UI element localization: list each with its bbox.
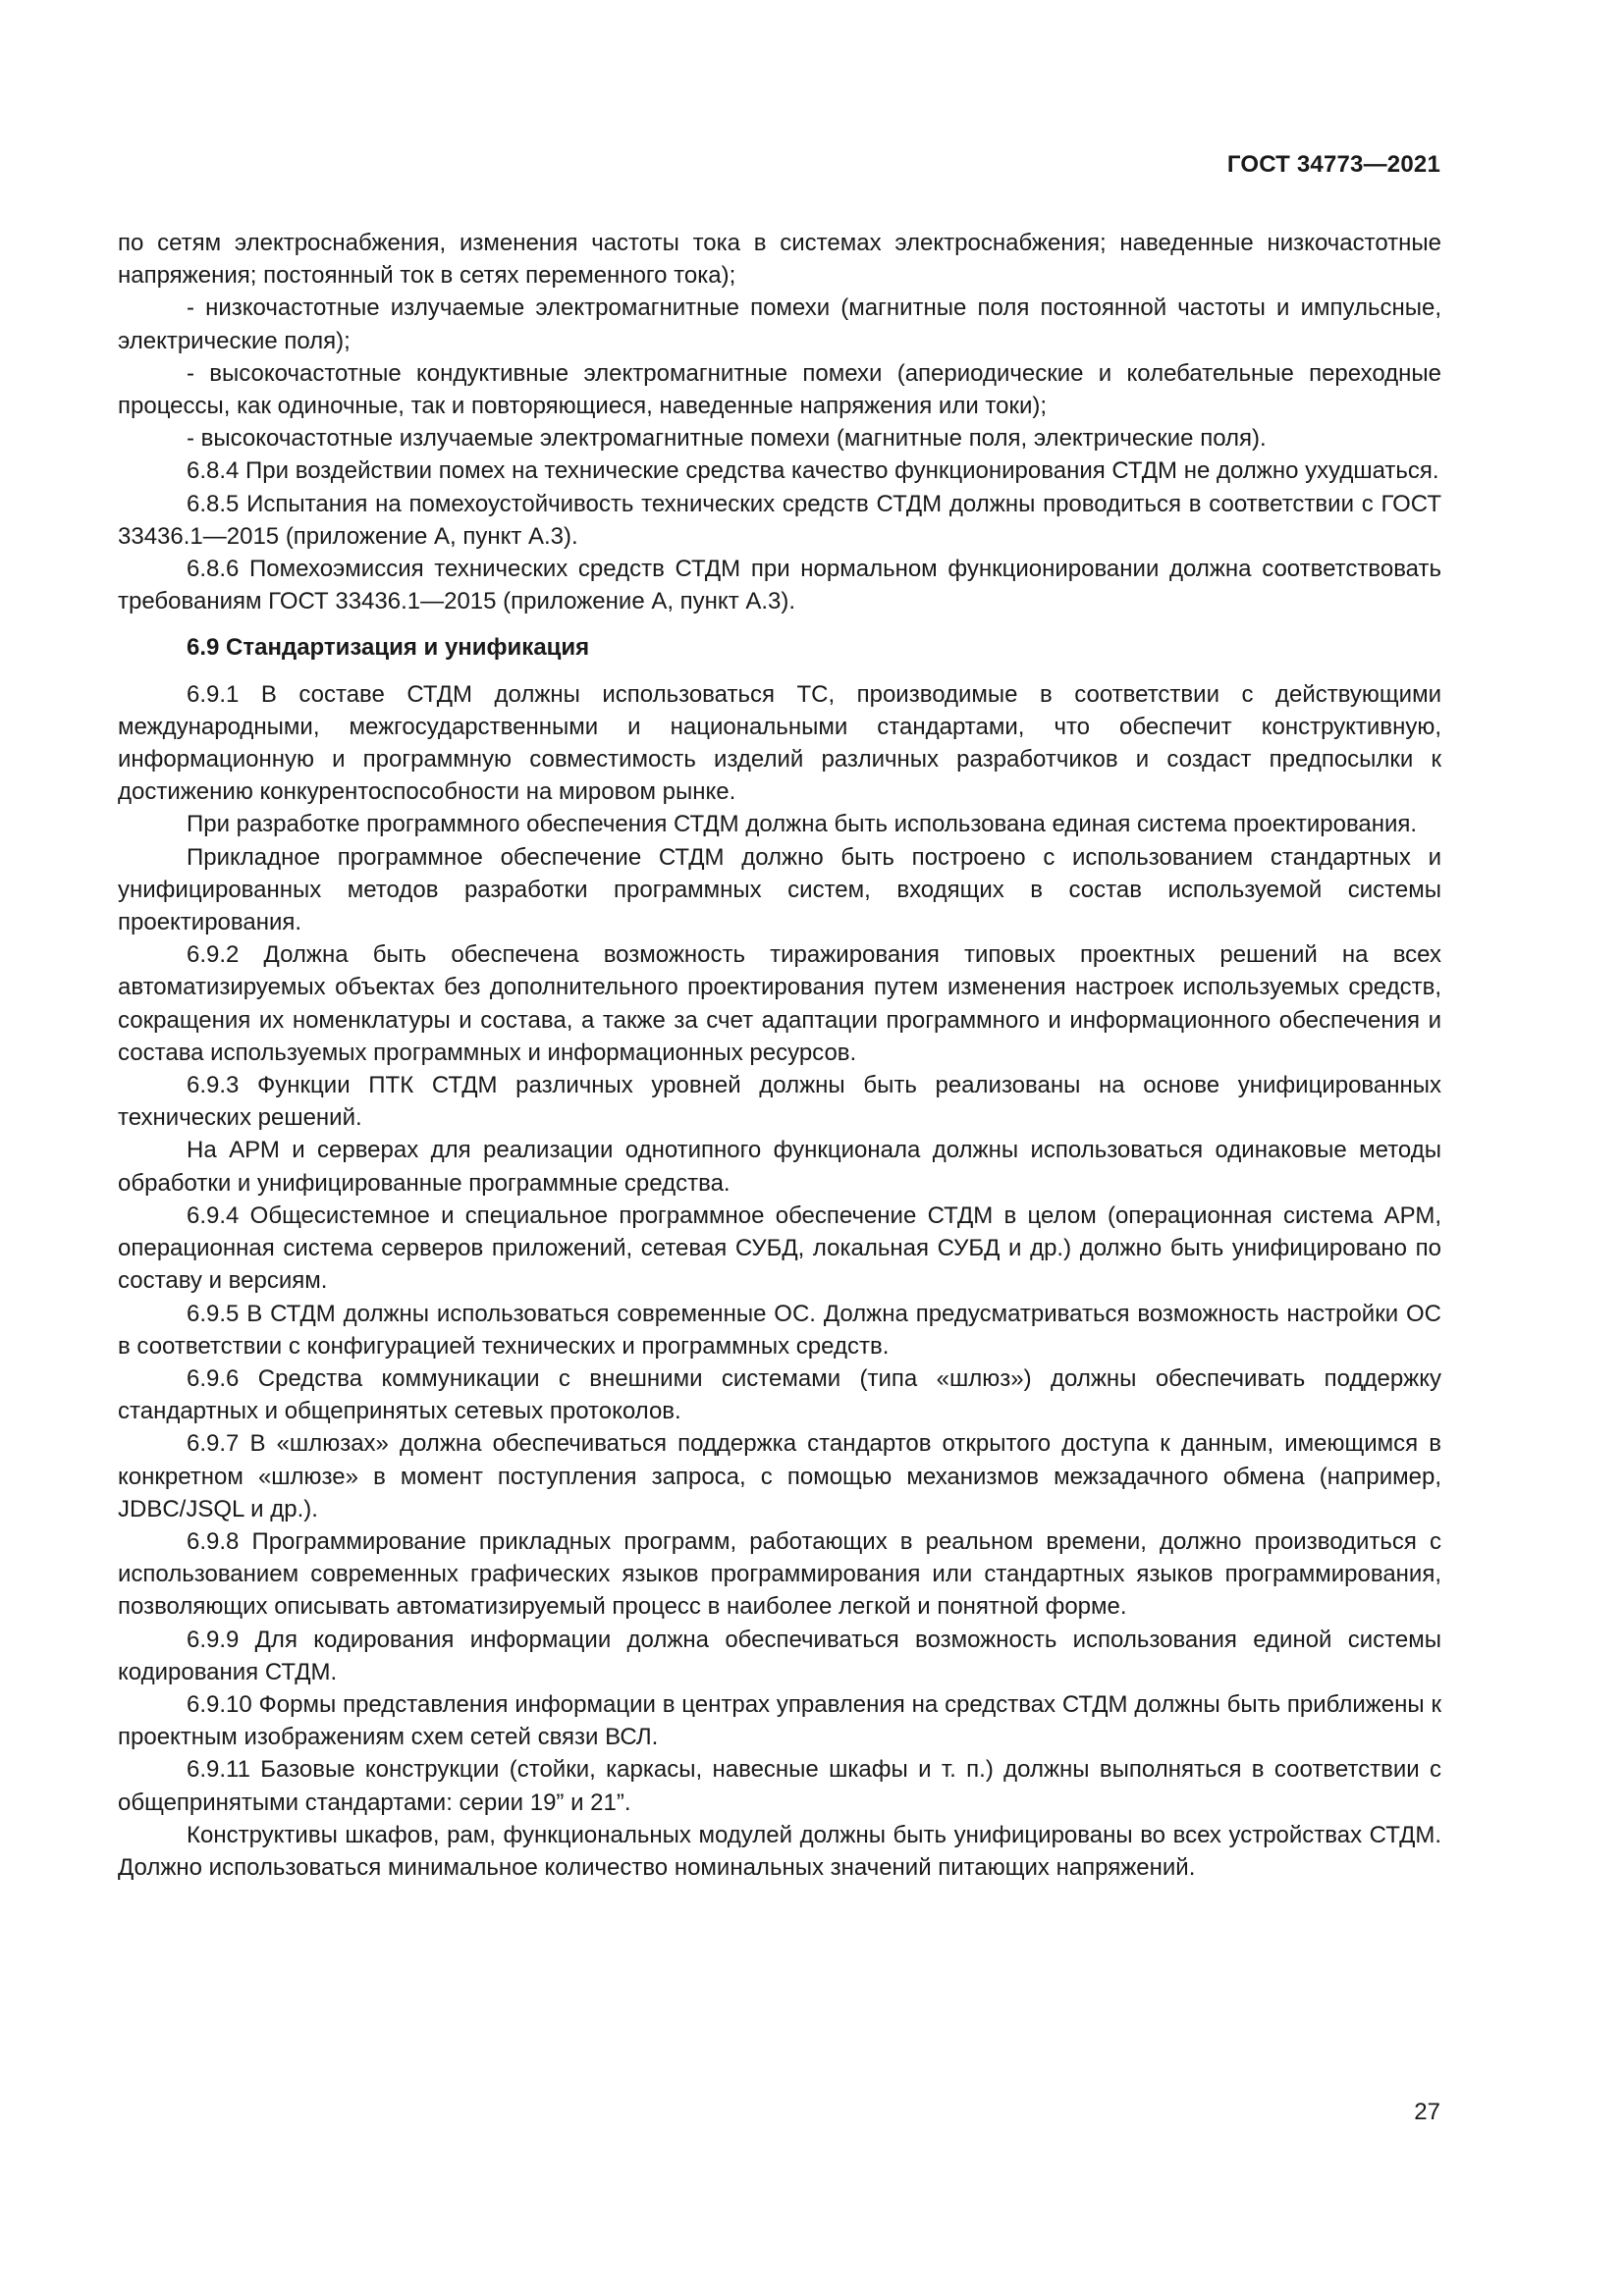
paragraph: 6.8.4 При воздействии помех на технические средства качество функционирования СТДМ не должно ухудшаться. — [187, 457, 1439, 485]
paragraph: 6.9.1 В составе СТДМ должны использоваться ТС, производимые в соответствии с действующими международными, межгосударственными и национальными стандартами, что обеспечит конструктивную, информационную и программную совместимость изделий различных разработчиков и создаст предпосылки к достижению конкурентоспособности на мировом рынке. — [118, 680, 1441, 806]
paragraph: 6.9.5 В СТДМ должны использоваться современные ОС. Должна предусматриваться возможность настройки ОС в соответствии с конфигурацией технических и программных средств. — [118, 1300, 1441, 1360]
document-header: ГОСТ 34773—2021 — [1226, 151, 1440, 178]
list-item: - высокочастотные кондуктивные электромагнитные помехи (апериодические и колебательные переходные процессы, как одиночные, так и повторяющиеся, наведенные напряжения или токи); — [118, 359, 1441, 420]
paragraph: Прикладное программное обеспечение СТДМ должно быть построено с использованием стандартных и унифицированных методов разработки программных систем, входящих в состав используемой системы проектирования. — [118, 843, 1441, 936]
paragraph: 6.8.6 Помехоэмиссия технических средств СТДМ при нормальном функционировании должна соответствовать требованиям ГОСТ 33436.1—2015 (приложение А, пункт А.3). — [118, 556, 1441, 615]
paragraph: 6.9.6 Средства коммуникации с внешними системами (типа «шлюз») должны обеспечивать поддержку стандартных и общепринятых сетевых протоколов. — [118, 1364, 1441, 1425]
paragraph: 6.9.7 В «шлюзах» должна обеспечиваться поддержка стандартов открытого доступа к данным, имеющимся в конкретном «шлюзе» в момент поступления запроса, с помощью механизмов межзадачного обмена (например, JDBC/JSQL и др.). — [118, 1430, 1441, 1522]
paragraph: по сетям электроснабжения, изменения частоты тока в системах электроснабжения; наведенные низкочастотные напряжения; постоянный ток в сетях переменного тока); — [118, 230, 1441, 290]
document-body — [118, 227, 1441, 1884]
paragraph: При разработке программного обеспечения СТДМ должна быть использована единая система проектирования. — [187, 811, 1418, 838]
paragraph: 6.8.5 Испытания на помехоустойчивость технических средств СТДМ должны проводиться в соответствии с ГОСТ 33436.1—2015 (приложение А, пункт А.3). — [118, 490, 1441, 550]
paragraph: 6.9.9 Для кодирования информации должна обеспечиваться возможность использования единой системы кодирования СТДМ. — [118, 1626, 1441, 1685]
list-item: - низкочастотные излучаемые электромагнитные помехи (магнитные поля постоянной частоты и импульсные, электрические поля); — [118, 294, 1441, 354]
paragraph: 6.9.8 Программирование прикладных программ, работающих в реальном времени, должно производиться с использованием современных графических языков программирования или стандартных языков программирования, позволяющих описывать автоматизируемый процесс в наиболее легкой и понятной форме. — [118, 1527, 1441, 1621]
section-heading: 6.9 Стандартизация и унификация — [187, 634, 590, 662]
paragraph: На АРМ и серверах для реализации однотипного функционала должны использоваться одинаковые методы обработки и унифицированные программные средства. — [118, 1137, 1441, 1197]
paragraph: 6.9.11 Базовые конструкции (стойки, каркасы, навесные шкафы и т. п.) должны выполняться в соответствии с общепринятыми стандартами: серии 19” и 21”. — [118, 1756, 1441, 1816]
paragraph: 6.9.2 Должна быть обеспечена возможность тиражирования типовых проектных решений на всех автоматизируемых объектах без дополнительного проектирования путем изменения настроек используемых средств, сокращения их номенклатуры и состава, а также за счет адаптации программного и информационного обеспечения и состава используемых программных и информационных ресурсов. — [118, 941, 1441, 1066]
paragraph: Конструктивы шкафов, рам, функциональных модулей должны быть унифицированы во всех устройствах СТДМ. Должно использоваться минимальное количество номинальных значений питающих напряжений. — [118, 1821, 1441, 1881]
list-item: - высокочастотные излучаемые электромагнитные помехи (магнитные поля, электрические поля). — [187, 425, 1267, 453]
paragraph: 6.9.4 Общесистемное и специальное программное обеспечение СТДМ в целом (операционная система АРМ, операционная система серверов приложений, сетевая СУБД, локальная СУБД и др.) должно быть унифицировано по составу и версиям. — [118, 1201, 1441, 1295]
page-number: 27 — [1414, 2099, 1440, 2125]
paragraph: 6.9.3 Функции ПТК СТДМ различных уровней должны быть реализованы на основе унифицированных технических решений. — [118, 1072, 1441, 1132]
paragraph: 6.9.10 Формы представления информации в центрах управления на средствах СТДМ должны быть приближены к проектным изображениям схем сетей связи ВСЛ. — [118, 1690, 1441, 1751]
